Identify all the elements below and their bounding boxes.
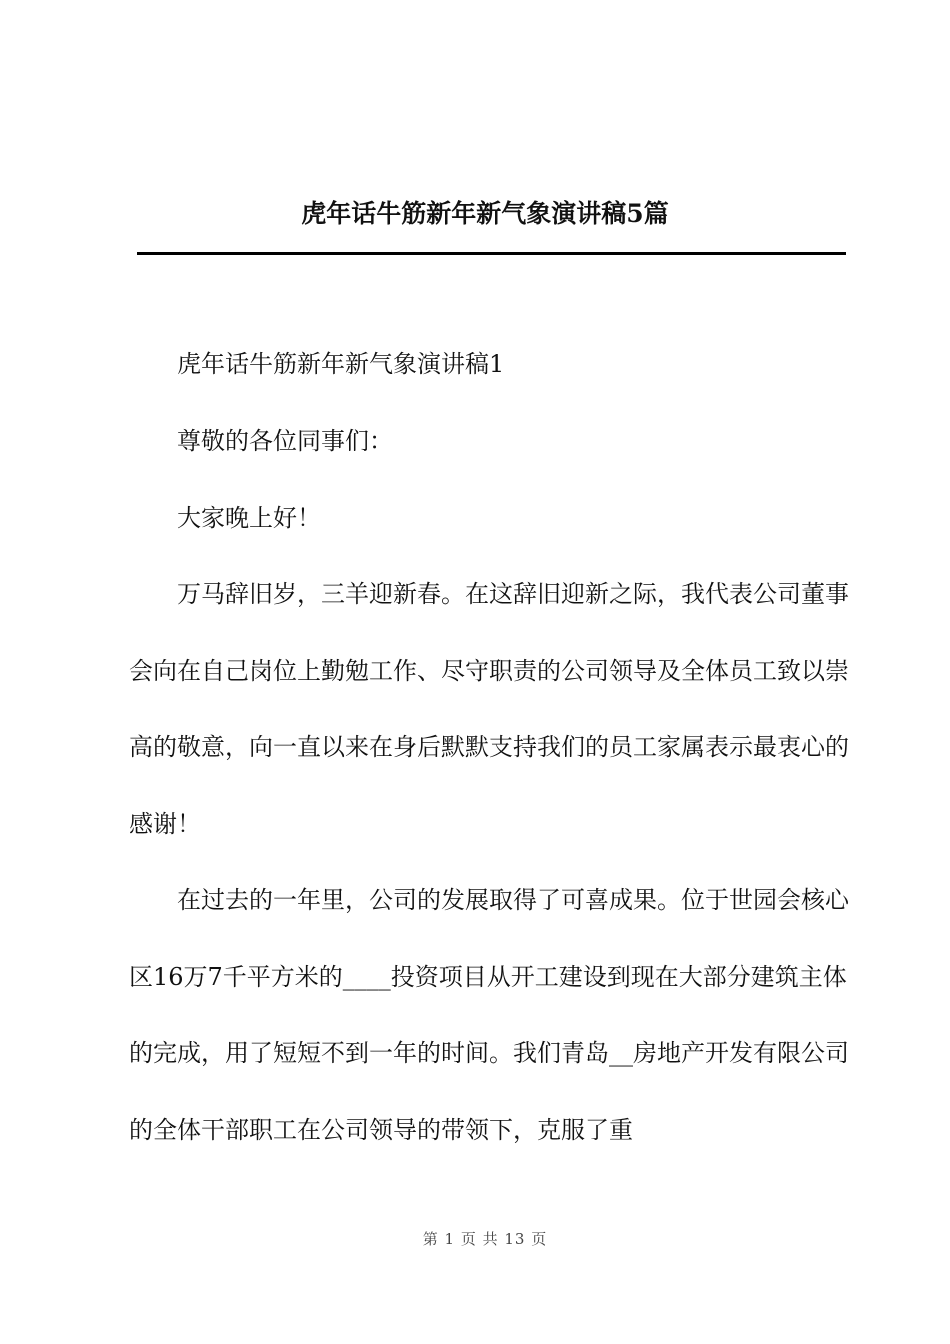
document-title: 虎年话牛筋新年新气象演讲稿5篇 (301, 199, 669, 228)
salutation-paragraph: 尊敬的各位同事们： (177, 427, 393, 455)
page-footer: 第 1 页 共 13 页 (422, 1230, 548, 1248)
body-paragraph: 万马辞旧岁，三羊迎新春。在这辞旧迎新之际，我代表公司董事会向在自己岗位上勤勉工作、尽守职责的公司领导及全体员工致以崇高的敬意，向一直以来在身后默默支持我们的员工家属表示最衷心的感谢！ (129, 580, 849, 838)
greeting-paragraph: 大家晚上好！ (177, 504, 321, 532)
section-heading: 虎年话牛筋新年新气象演讲稿1 (177, 350, 505, 378)
title-underline (137, 252, 846, 255)
body-paragraph: 在过去的一年里，公司的发展取得了可喜成果。位于世园会核心区16万7千平方米的____投资项目从开工建设到现在大部分建筑主体的完成，用了短短不到一年的时间。我们青岛__房地产开发有限公司的全体干部职工在公司领导的带领下，克服了重 (129, 886, 849, 1144)
